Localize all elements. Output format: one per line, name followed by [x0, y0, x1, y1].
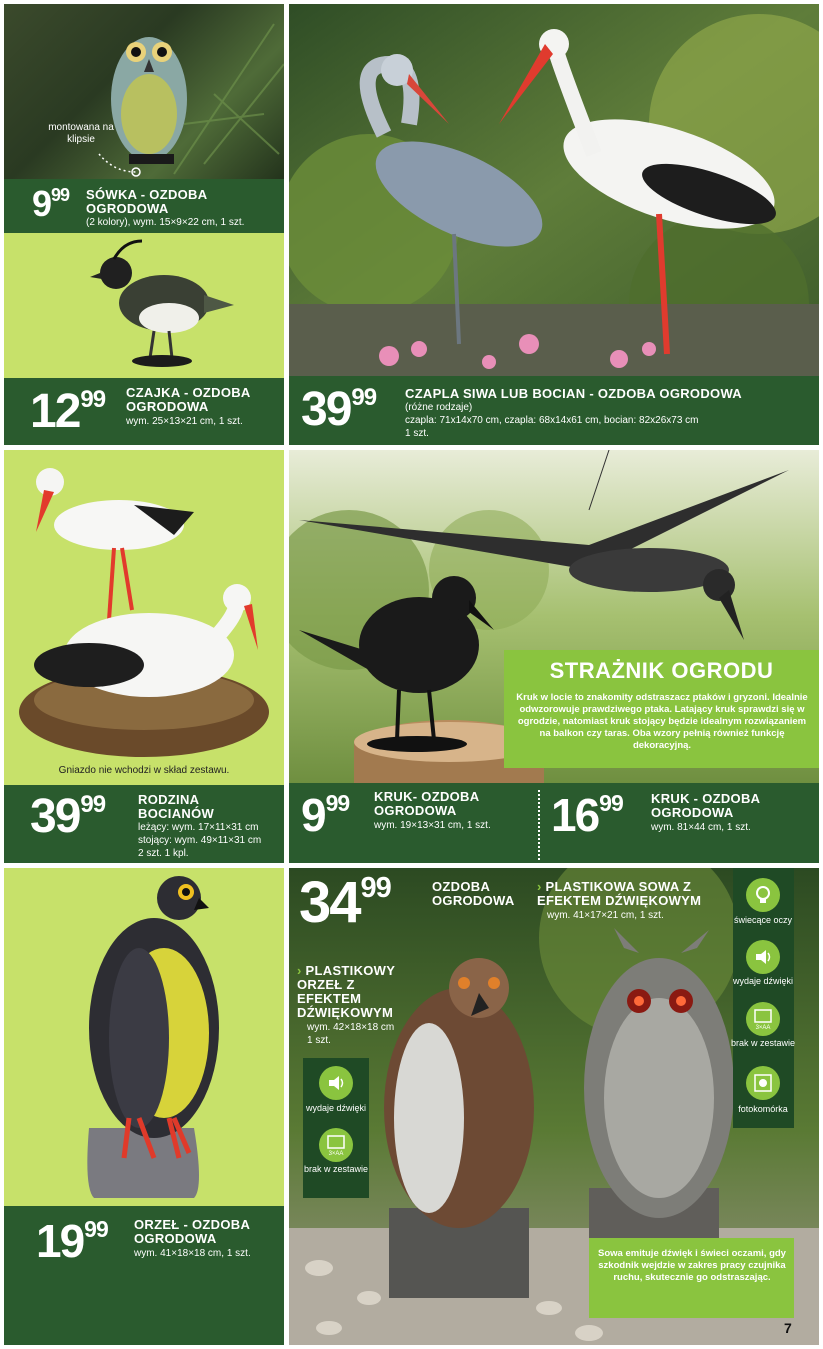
eagle-features-panel — [303, 1058, 369, 1198]
owl-product-panel — [4, 4, 284, 233]
heron-desc-2: czapla: 71x14x70 cm, czapla: 68x14x61 cm, bocian: 82x26x73 cm — [405, 415, 699, 426]
lapwing-price-dec: 99 — [80, 386, 106, 413]
owl-clip-note: montowana na klipsie — [48, 122, 114, 145]
owl-desc: (2 kolory), wym. 15×9×22 cm, 1 szt. — [86, 217, 245, 228]
sound-owl-callout-text: Sowa emituje dźwięk i świeci oczami, gdy szkodnik wejdzie w zakres pracy czujnika ruchu, skutecznie go odstraszając. — [598, 1248, 786, 1283]
storks-desc-1: leżący: wym. 17×11×31 cm — [138, 822, 259, 833]
sound-eagle-desc-1: wym. 42×18×18 cm — [307, 1022, 395, 1033]
raven-divider — [538, 790, 540, 860]
raven-small-desc: wym. 19×13×31 cm, 1 szt. — [374, 820, 491, 831]
owl-price-int: 9 — [32, 183, 51, 224]
falcon-price-int: 19 — [36, 1215, 84, 1267]
storks-desc-2: stojący: wym. 49×11×31 cm — [138, 835, 262, 846]
lapwing-product-panel — [4, 233, 284, 445]
sound-birds-price-int: 34 — [299, 870, 360, 935]
heron-desc-3: 1 szt. — [405, 428, 429, 439]
owl-figurine-illustration — [4, 4, 284, 179]
raven-small-price-dec: 99 — [325, 790, 350, 816]
battery-icon — [319, 1128, 353, 1162]
heron-price-int: 39 — [301, 383, 351, 436]
sound-eagle-name: › PLASTIKOWY ORZEŁ Z EFEKTEM DŹWIĘKOWYM — [297, 963, 395, 1020]
heron-name: CZAPLA SIWA LUB BOCIAN - OZDOBA OGRODOWA — [405, 386, 742, 401]
raven-small-name: KRUK- OZDOBA OGRODOWA — [374, 789, 479, 818]
raven-big-price — [551, 789, 623, 841]
lapwing-figurine-illustration — [4, 233, 284, 378]
lapwing-price-int: 12 — [30, 385, 80, 438]
sound-birds-price-dec: 99 — [360, 872, 391, 904]
owl-battery-count: 3×AA — [755, 1025, 771, 1031]
raven-promo-text: Kruk w locie to znakomity odstraszacz ptaków i gryzoni. Idealnie odwzorowuje prawdziwego ptaka. Latający kruk sprawdzi się w ogrodzie, natomiast kruk stojący będzie idealnym rozwiązaniem na balkon czy taras. Oba wzory pełnią również funkcję dekoracyjną. — [516, 692, 808, 751]
storks-product-panel — [4, 450, 284, 863]
stork-family-illustration — [4, 450, 284, 785]
raven-promo-box — [504, 650, 819, 768]
eagle-battery-count: 3×AA — [328, 1151, 344, 1157]
stork-nest-note: Gniazdo nie wchodzi w skład zestawu. — [58, 765, 230, 776]
speaker-icon — [319, 1066, 353, 1100]
sound-owl-name-text: PLASTIKOWA SOWA Z EFEKTEM DŹWIĘKOWYM — [537, 879, 702, 908]
falcon-price-dec: 99 — [84, 1216, 108, 1242]
heron-product-panel — [289, 4, 819, 445]
sound-birds-price — [299, 870, 391, 935]
owl-feature-sound-label: wydaje dźwięki — [732, 976, 794, 986]
storks-price-dec: 99 — [80, 791, 106, 818]
battery-icon — [746, 1002, 780, 1036]
lapwing-price-bar — [4, 378, 284, 445]
falcon-price-bar — [4, 1206, 284, 1345]
heron-desc-1: (różne rodzaje) — [405, 402, 473, 413]
falcon-name: ORZEŁ - OZDOBA OGRODOWA — [134, 1217, 250, 1246]
sound-owl-callout — [589, 1238, 794, 1318]
raven-promo-title: STRAŻNIK OGRODU — [549, 658, 774, 683]
raven-big-price-int: 16 — [551, 789, 599, 841]
raven-big-price-dec: 99 — [599, 790, 623, 816]
heron-stork-illustration — [289, 4, 819, 376]
owl-feature-battery-label: brak w zestawie — [730, 1038, 796, 1048]
lapwing-price — [30, 385, 106, 438]
raven-small-price — [301, 789, 350, 841]
owl-price — [32, 183, 70, 224]
speaker-icon — [746, 940, 780, 974]
falcon-figurine-illustration — [4, 868, 284, 1206]
owl-price-dec: 99 — [51, 185, 70, 205]
sound-owl-name: › PLASTIKOWA SOWA Z EFEKTEM DŹWIĘKOWYM — [537, 879, 702, 908]
storks-name: RODZINA BOCIANÓW — [138, 792, 215, 821]
raven-big-name: KRUK - OZDOBA OGRODOWA — [651, 791, 760, 820]
sensor-icon — [746, 1066, 780, 1100]
falcon-product-panel — [4, 868, 284, 1345]
owl-name: SÓWKA - OZDOBA OGRODOWA — [86, 187, 207, 216]
storks-desc-3: 2 szt. 1 kpl. — [138, 848, 189, 859]
eagle-feature-battery-label: brak w zestawie — [303, 1164, 369, 1174]
sound-birds-name: OZDOBA OGRODOWA — [432, 879, 515, 908]
sound-owl-desc: wym. 41×17×21 cm, 1 szt. — [547, 910, 664, 921]
owl-photo — [4, 4, 284, 179]
raven-big-desc: wym. 81×44 cm, 1 szt. — [651, 822, 751, 833]
lapwing-name: CZAJKA - OZDOBA OGRODOWA — [126, 385, 251, 414]
lapwing-desc: wym. 25×13×21 cm, 1 szt. — [126, 416, 243, 427]
falcon-price — [36, 1215, 108, 1267]
heron-price-dec: 99 — [351, 384, 377, 411]
lightbulb-icon — [746, 878, 780, 912]
storks-price-bar — [4, 785, 284, 863]
owl-feature-sensor-label: fotokomórka — [738, 1104, 788, 1114]
storks-price — [30, 790, 106, 843]
sound-eagle-desc-2: 1 szt. — [307, 1035, 331, 1046]
falcon-desc: wym. 41×18×18 cm, 1 szt. — [134, 1248, 251, 1259]
owl-features-panel — [730, 868, 796, 1128]
heron-price — [301, 383, 377, 436]
sound-eagle-name-text: PLASTIKOWY ORZEŁ Z EFEKTEM DŹWIĘKOWYM — [297, 963, 395, 1020]
raven-product-panel — [289, 450, 819, 863]
storks-price-int: 39 — [30, 790, 80, 843]
owl-feature-light-label: świecące oczy — [733, 915, 793, 925]
sound-birds-product-panel — [289, 868, 819, 1345]
page-number: 7 — [784, 1320, 792, 1336]
raven-small-price-int: 9 — [301, 789, 325, 841]
eagle-feature-sound-label: wydaje dźwięki — [305, 1103, 367, 1113]
